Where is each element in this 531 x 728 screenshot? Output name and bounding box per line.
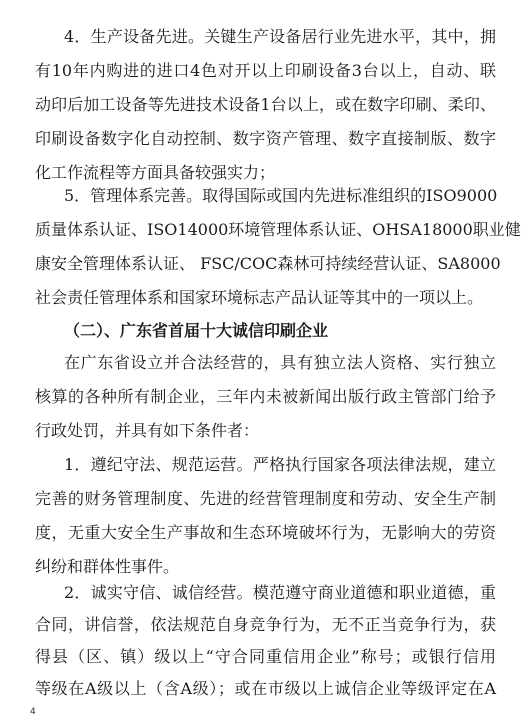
text-line: 印刷设备数字化自动控制、数字资产管理、数字直接制版、数字 — [35, 129, 496, 148]
section-heading: （二）、广东省首届十大诚信印刷企业 — [64, 321, 329, 340]
text-line: 有10年内购进的进口4色对开以上印刷设备3台以上，自动、联 — [35, 61, 496, 80]
text-line: 4．生产设备先进。关键生产设备居行业先进水平，其中，拥 — [64, 27, 496, 46]
text-line: 得县（区、镇）级以上“守合同重信用企业”称号；或银行信用 — [35, 647, 496, 666]
text-line: 动印后加工设备等先进技术设备1台以上，或在数字印刷、柔印、 — [35, 95, 496, 114]
text-line: 等级在A级以上（含A级）；或在市级以上诚信企业等级评定在A — [35, 679, 496, 698]
page-number: 4 — [30, 707, 36, 717]
text-line: 合同，讲信誉，依法规范自身竞争行为，无不正当竞争行为，获 — [35, 615, 496, 634]
text-line: 质量体系认证、ISO14000环境管理体系认证、OHSA18000职业健 — [35, 220, 521, 239]
text-line: 度，无重大安全生产事故和生态环境破坏行为，无影响大的劳资 — [35, 523, 496, 542]
text-line: 化工作流程等方面具备较强实力； — [35, 163, 276, 182]
text-line: 1．遵纪守法、规范运营。严格执行国家各项法律法规，建立 — [64, 455, 496, 474]
text-line: 2．诚实守信、诚信经营。模范遵守商业道德和职业道德，重 — [64, 583, 496, 602]
text-line: 康安全管理体系认证、 FSC/COC森林可持续经营认证、SA8000 — [35, 254, 501, 273]
text-line: 纠纷和群体性事件。 — [35, 557, 180, 576]
text-line: 社会责任管理体系和国家环境标志产品认证等其中的一项以上。 — [35, 288, 484, 307]
text-line: 5．管理体系完善。取得国际或国内先进标准组织的ISO9000 — [64, 186, 498, 205]
text-line: 完善的财务管理制度、先进的经营管理制度和劳动、安全生产制 — [35, 489, 496, 508]
text-line: 核算的各种所有制企业，三年内未被新闻出版行政主管部门给予 — [35, 387, 496, 406]
text-line: 行政处罚，并具有如下条件者： — [35, 421, 260, 440]
text-line: 在广东省设立并合法经营的，具有独立法人资格、实行独立 — [64, 353, 496, 372]
